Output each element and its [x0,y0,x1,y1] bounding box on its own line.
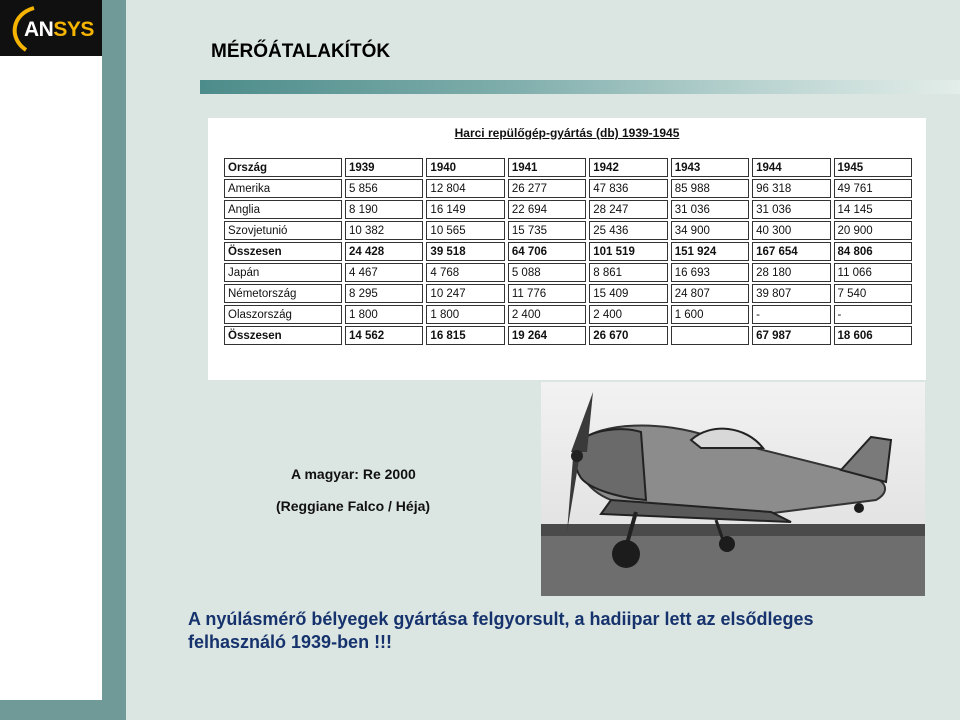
table-cell-value: 8 861 [589,263,667,282]
table-cell-value: 10 565 [426,221,504,240]
table-cell-value: 49 761 [834,179,912,198]
table-cell-value: 2 400 [589,305,667,324]
table-cell-value: 2 400 [508,305,586,324]
table-cell-value: 28 180 [752,263,830,282]
table-cell-value: 167 654 [752,242,830,261]
table-cell-value: 1 800 [426,305,504,324]
table-cell-value: 1 800 [345,305,423,324]
table-cell-country: Anglia [224,200,342,219]
table-cell-value: 19 264 [508,326,586,345]
table-cell-value: 64 706 [508,242,586,261]
table-cell-value: 24 428 [345,242,423,261]
table-cell-value: 4 467 [345,263,423,282]
table-cell-value: 14 145 [834,200,912,219]
table-cell-value: 16 815 [426,326,504,345]
table-cell-country: Szovjetunió [224,221,342,240]
table-row [224,242,912,261]
airplane-image [541,382,925,596]
table-cell-value: 85 988 [671,179,749,198]
table-cell-value: 16 693 [671,263,749,282]
table-cell-value: 11 776 [508,284,586,303]
table-cell-value: 151 924 [671,242,749,261]
table-cell-value: 15 409 [589,284,667,303]
table-cell-value: 20 900 [834,221,912,240]
table-cell-value: 25 436 [589,221,667,240]
table-cell-value: 15 735 [508,221,586,240]
logo-text-accent: SYS [53,18,94,41]
table-cell-value: 7 540 [834,284,912,303]
table-cell-value: 39 807 [752,284,830,303]
table-cell-value: 47 836 [589,179,667,198]
header-cell-year: 1941 [508,158,586,177]
table-row [224,326,912,345]
table-cell-value: 40 300 [752,221,830,240]
table-cell-value: 31 036 [671,200,749,219]
header-cell-country: Ország [224,158,342,177]
table-cell-country: Amerika [224,179,342,198]
table-cell-value: 26 277 [508,179,586,198]
left-white-strip [0,56,102,700]
table-row [224,263,912,282]
table-cell-value: 10 247 [426,284,504,303]
table-cell-value: - [834,305,912,324]
ansys-logo [0,0,102,56]
table-caption: Harci repülőgép-gyártás (db) 1939-1945 [454,126,680,140]
table-cell-value: 10 382 [345,221,423,240]
table-cell-value: 22 694 [508,200,586,219]
table-cell-country: Németország [224,284,342,303]
table-row [224,284,912,303]
table-row [224,179,912,198]
table-cell-value: 39 518 [426,242,504,261]
table-cell-value: 96 318 [752,179,830,198]
table-row [224,305,912,324]
title-gradient-bar [200,80,960,94]
table-cell-value: 12 804 [426,179,504,198]
table-cell-value: 101 519 [589,242,667,261]
table-cell-country: Japán [224,263,342,282]
logo-text-main: AN [24,18,54,41]
table-cell-value [671,326,749,345]
table-cell-value: - [752,305,830,324]
table-cell-value: 84 806 [834,242,912,261]
table-cell-country: Összesen [224,326,342,345]
header-cell-year: 1943 [671,158,749,177]
header-cell-year: 1944 [752,158,830,177]
table-cell-country: Összesen [224,242,342,261]
table-cell-value: 14 562 [345,326,423,345]
production-table [221,156,915,347]
production-table-image [208,118,926,380]
table-cell-value: 11 066 [834,263,912,282]
header-cell-year: 1939 [345,158,423,177]
table-cell-value: 8 190 [345,200,423,219]
table-cell-value: 26 670 [589,326,667,345]
table-cell-value: 8 295 [345,284,423,303]
photo-caption-model: A magyar: Re 2000 [291,466,416,482]
table-header-row [224,158,912,177]
table-cell-value: 18 606 [834,326,912,345]
table-cell-value: 5 088 [508,263,586,282]
table-cell-value: 67 987 [752,326,830,345]
table-cell-country: Olaszország [224,305,342,324]
table-cell-value: 5 856 [345,179,423,198]
header-cell-year: 1940 [426,158,504,177]
table-row [224,221,912,240]
table-cell-value: 28 247 [589,200,667,219]
slide-title: MÉRŐÁTALAKÍTÓK [211,41,391,62]
header-cell-year: 1945 [834,158,912,177]
photo-caption-name: (Reggiane Falco / Héja) [276,498,431,514]
table-cell-value: 1 600 [671,305,749,324]
summary-text: A nyúlásmérő bélyegek gyártása felgyorsult, a hadiipar lett az elsődleges felhasználó 1939-ben !!! [188,609,814,652]
table-cell-value: 31 036 [752,200,830,219]
table-row [224,200,912,219]
header-cell-year: 1942 [589,158,667,177]
table-cell-value: 24 807 [671,284,749,303]
logo-wordmark [24,18,94,42]
table-cell-value: 34 900 [671,221,749,240]
table-cell-value: 16 149 [426,200,504,219]
table-cell-value: 4 768 [426,263,504,282]
airplane-photo [541,382,925,596]
